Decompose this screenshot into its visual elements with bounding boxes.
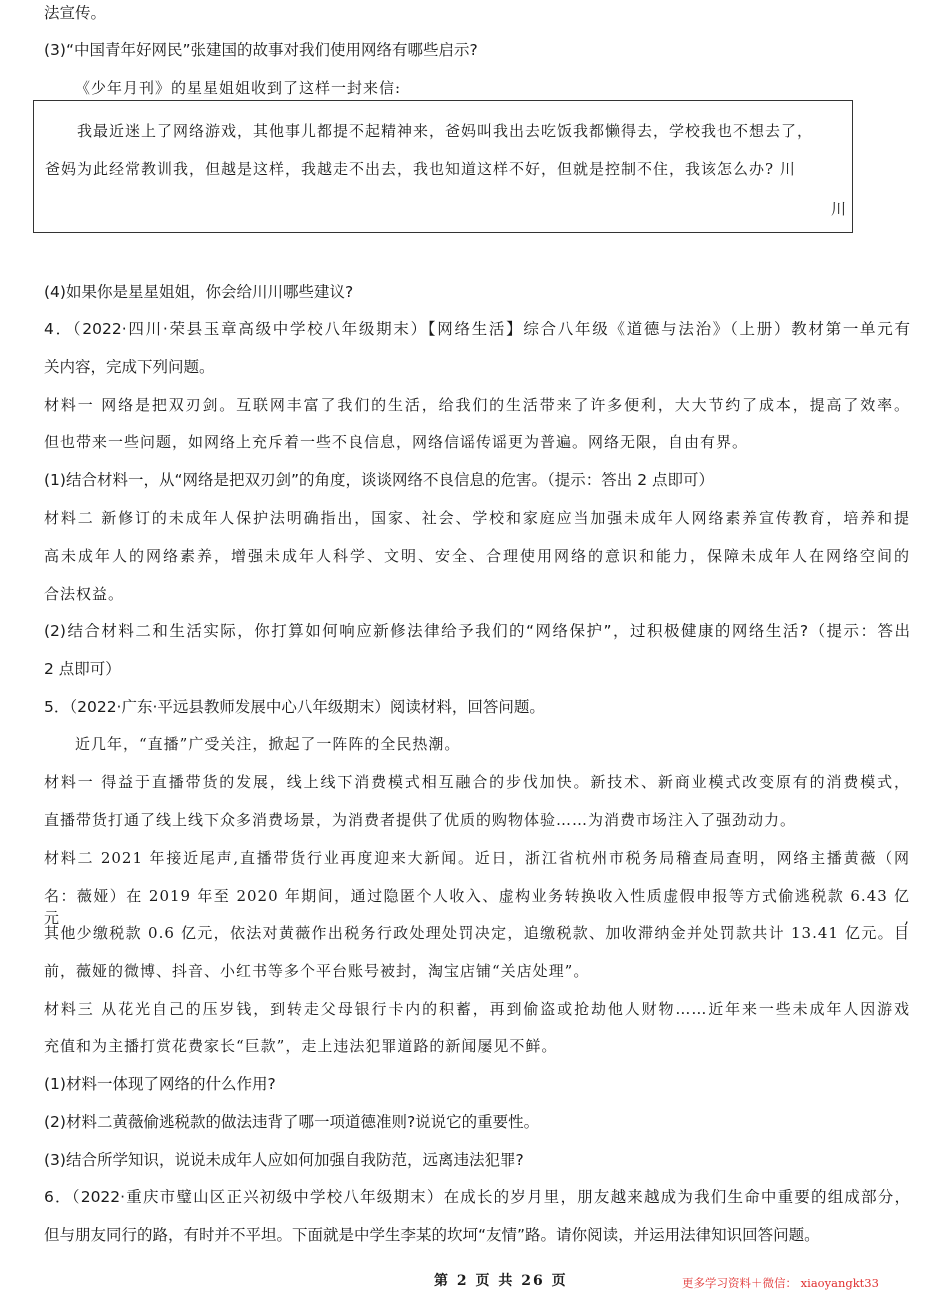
text-line: 法宣传。: [44, 4, 107, 22]
page-number: 第 2 页 共 26 页: [434, 1273, 568, 1289]
question-4-sub: (4)如果你是星星姐姐，你会给川川哪些建议?: [44, 283, 354, 301]
material-line: 材料三 从花光自己的压岁钱，到转走父母银行卡内的积蓄，再到偷盗或抢劫他人财物……近年来一些未成年人因游戏: [44, 1000, 910, 1018]
material-line: 名：薇娅）在 2019 年至 2020 年期间，通过隐匿个人收入、虚构业务转换收入性质虚假申报等方式偷逃税款 6.43 亿元,: [44, 887, 910, 927]
material-line: 材料二 2021 年接近尾声,直播带货行业再度迎来大新闻。近日，浙江省杭州市税务局稽查局查明，网络主播黄薇（网: [44, 849, 910, 867]
text-line: 但与朋友同行的路，有时并不平坦。下面就是中学生李某的坎坷“友情”路。请你阅读，并运用法律知识回答问题。: [44, 1226, 820, 1244]
material-line: 直播带货打通了线上线下众多消费场景，为消费者提供了优质的购物体验……为消费市场注入了强劲动力。: [44, 811, 797, 829]
material-line: 合法权益。: [44, 585, 125, 603]
letter-line: 我最近迷上了网络游戏，其他事儿都提不起精神来，爸妈叫我出去吃饭我都懒得去，学校我也不想去了，: [77, 122, 814, 140]
sub-question: (2)材料二黄薇偷逃税款的做法违背了哪一项道德准则?说说它的重要性。: [44, 1113, 540, 1131]
material-line: 高未成年人的网络素养，增强未成年人科学、文明、安全、合理使用网络的意识和能力，保障未成年人在网络空间的: [44, 547, 910, 565]
letter-box: [33, 100, 853, 233]
material-line: 材料一 得益于直播带货的发展，线上线下消费模式相互融合的步伐加快。新技术、新商业模式改变原有的消费模式，: [44, 773, 910, 791]
material-line: 其他少缴税款 0.6 亿元，依法对黄薇作出税务行政处理处罚决定，追缴税款、加收滞纳金并处罚款共计 13.41 亿元。目: [44, 924, 910, 942]
sub-question: (2)结合材料二和生活实际，你打算如何响应新修法律给予我们的“网络保护”，过积极健康的网络生活?（提示：答出: [44, 622, 910, 640]
sub-question: (1)结合材料一，从“网络是把双刃剑”的角度，谈谈网络不良信息的危害。（提示：答出 2 点即可）: [44, 471, 714, 489]
material-line: 充值和为主播打赏花费家长“巨款”，走上违法犯罪道路的新闻屡见不鲜。: [44, 1037, 558, 1055]
material-line: 前，薇娅的微博、抖音、小红书等多个平台账号被封，淘宝店铺“关店处理”。: [44, 962, 590, 980]
question-6-title: 6．（2022·重庆市璧山区正兴初级中学校八年级期末）在成长的岁月里，朋友越来越成为我们生命中重要的组成部分，: [44, 1188, 910, 1206]
question-3: (3)“中国青年好网民”张建国的故事对我们使用网络有哪些启示?: [44, 41, 478, 59]
question-5-title: 5．（2022·广东·平远县教师发展中心八年级期末）阅读材料，回答问题。: [44, 698, 545, 716]
letter-signature: 川: [831, 200, 848, 218]
letter-intro: 《少年月刊》的星星姐姐收到了这样一封来信:: [75, 79, 402, 97]
material-intro: 近几年，“直播”广受关注，掀起了一阵阵的全民热潮。: [75, 735, 461, 753]
text-line: 2 点即可）: [44, 660, 121, 678]
text-line: 关内容，完成下列问题。: [44, 358, 215, 376]
sub-question: (1)材料一体现了网络的什么作用?: [44, 1075, 276, 1093]
letter-line: 爸妈为此经常教训我，但越是这样，我越走不出去，我也知道这样不好，但就是控制不住，我该怎么办? 川: [45, 160, 796, 178]
material-line: 但也带来一些问题，如网络上充斥着一些不良信息，网络信谣传谣更为普遍。网络无限，自由有界。: [44, 433, 749, 451]
material-line: 材料二 新修订的未成年人保护法明确指出，国家、社会、学校和家庭应当加强未成年人网络素养宣传教育，培养和提: [44, 509, 910, 527]
material-line: 材料一 网络是把双刃剑。互联网丰富了我们的生活，给我们的生活带来了许多便利，大大节约了成本，提高了效率。: [44, 396, 910, 414]
question-4-title: 4．（2022·四川·荣县玉章高级中学校八年级期末）【网络生活】综合八年级《道德与法治》（上册）教材第一单元有: [44, 320, 910, 338]
promo-text: 更多学习资料＋微信： xiaoyangkt33: [682, 1276, 879, 1290]
sub-question: (3)结合所学知识，说说未成年人应如何加强自我防范，远离违法犯罪?: [44, 1151, 524, 1169]
